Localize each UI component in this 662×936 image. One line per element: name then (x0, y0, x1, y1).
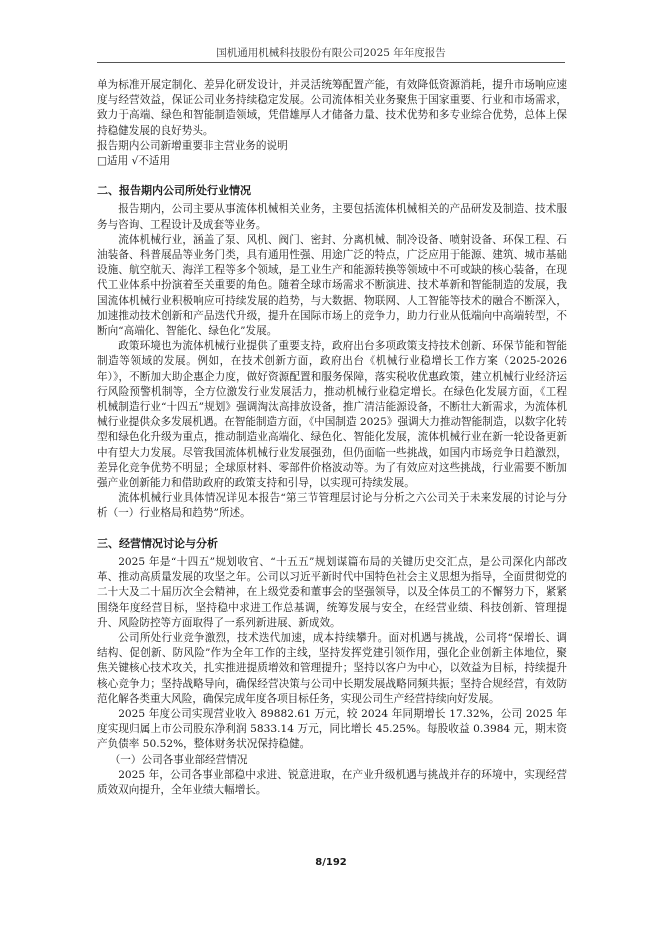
section-heading-3: 三、经营情况讨论与分析 (97, 536, 218, 550)
section-heading-2: 二、报告期内公司所处行业情况 (97, 184, 251, 198)
paragraph-intro: 单为标准开展定制化、差异化研发设计，并灵活统筹配置产能，有效降低资源消耗，提升市场响应速度与经营效益，保证公司业务持续稳定发展。公司流体相关业务聚焦于国家重要、行业和市场需求，致力于高端、绿色和智能制造领域，凭借雄厚人才储备力量、技术优势和多专业综合优势，总体上保持稳健发展的良好势头。 (97, 79, 567, 137)
paragraph-2-3: 政策环境也为流体机械行业提供了重要支持，政府出台多项政策支持技术创新、环保节能和智能制造等领域的发展。例如，在技术创新方面，政府出台《机械行业稳增长工作方案（2025-2026年）》，不断加大助企惠企力度，做好资源配置和服务保障，落实税收优惠政策，建立机械行业经济运行风险预警机制等，全方位激发行业发展活力，推动机械行业稳定增长。在绿色化发展方面，《工程机械制造行业“十四五”规划》强调淘汰高排放设备，推广清洁能源设备，不断壮大新需求，为流体机械行业提供众多发展机遇。在智能制造方面，《中国制造 2025》强调大力推动智能制造，以数字化转型和绿色化升级为重点，推动制造业高端化、绿色化、智能化发展，流体机械行业在新一轮设备更新中有望大力发展。尽管我国流体机械行业发展强劲，但仍面临一些挑战，如国内市场竞争日趋激烈，差异化竞争优势不明显；全球原材料、零部件价格波动等。为了有效应对这些挑战，行业需要不断加强产业创新能力和借助政府的政策支持和引导，以实现可持续发展。 (97, 340, 567, 490)
checkbox-line: □适用 √不适用 (97, 155, 171, 168)
paragraph-new-business: 报告期内公司新增重要非主营业务的说明 (97, 139, 288, 152)
paragraph-2-4: 流体机械行业具体情况详见本报告“第三节管理层讨论与分析之六公司关于未来发展的讨论与分析（一）行业格局和趋势”所述。 (97, 492, 567, 520)
paragraph-2-1: 报告期内，公司主要从事流体机械相关业务，主要包括流体机械相关的产品研发及制造、技术服务与咨询、工程设计及成套等业务。 (97, 203, 567, 231)
paragraph-2-2: 流体机械行业，涵盖了泵、风机、阀门、密封、分离机械、制冷设备、喷射设备、环保工程、石油装备、科普展品等业务门类，具有通用性强、用途广泛的特点，广泛应用于能源、建筑、城市基础设施、航空航天、海洋工程等多个领域，是工业生产和能源转换等领域中不可或缺的核心装备，在现代工业体系中扮演着至关重要的角色。随着全球市场需求不断演进、技术革新和智能制造的发展，我国流体机械行业积极响应可持续发展的趋势，与大数据、物联网、人工智能等技术的融合不断深入，加速推动技术创新和产品迭代升级，提升在国际市场上的竞争力，助力行业从低端向中高端转型，不断向“高端化、智能化、绿色化”发展。 (97, 233, 567, 338)
paragraph-3-3: 2025 年度公司实现营业收入 89882.61 万元，较 2024 年同期增长 17.32%，公司 2025 年度实现归属上市公司股东净利润 5833.14 万元，同比增长 45.25%。每股收益 0.3984 元，期末资产负债率 50.52%，整体财务状况保持稳健。 (97, 707, 567, 751)
document-body (97, 78, 567, 798)
page-header: 国机通用机械科技股份有限公司2025 年年度报告 (216, 47, 446, 59)
page-number: 8/192 (315, 857, 347, 868)
paragraph-3-2: 公司所处行业竞争激烈，技术迭代加速，成本持续攀升。面对机遇与挑战，公司将“保增长、调结构、促创新、防风险”作为全年工作的主线，坚持发挥党建引领作用，强化企业创新主体地位，聚焦关键核心技术攻关，扎实推进提质增效和管理提升；坚持以客户为中心，以效益为目标，持续提升核心竞争力；坚持战略导向，确保经营决策与公司中长期发展战略同频共振；坚持合规经营，有效防范化解各类重大风险，确保完成年度各项目标任务，实现公司生产经营持续向好发展。 (97, 631, 567, 705)
header-divider (97, 62, 565, 63)
paragraph-3-4: 2025 年，公司各事业部稳中求进、锐意进取，在产业升级机遇与挑战并存的环境中，实现经营质效双向提升，全年业绩大幅增长。 (97, 768, 567, 796)
subsection-heading: （一）公司各事业部经营情况 (109, 753, 248, 766)
paragraph-3-1: 2025 年是“十四五”规划收官、“十五五”规划谋篇布局的关键历史交汇点，是公司深化内部改革、推动高质量发展的攻坚之年。公司以习近平新时代中国特色社会主义思想为指导，全面贯彻党的二十大及二十届历次全会精神，在上级党委和董事会的坚强领导，以及全体员工的不懈努力下，紧紧围绕年度经营目标，坚持稳中求进工作总基调，统筹发展与安全，在经营业绩、科技创新、管理提升、风险防控等方面取得了一系列新进展、新成效。 (97, 555, 567, 629)
